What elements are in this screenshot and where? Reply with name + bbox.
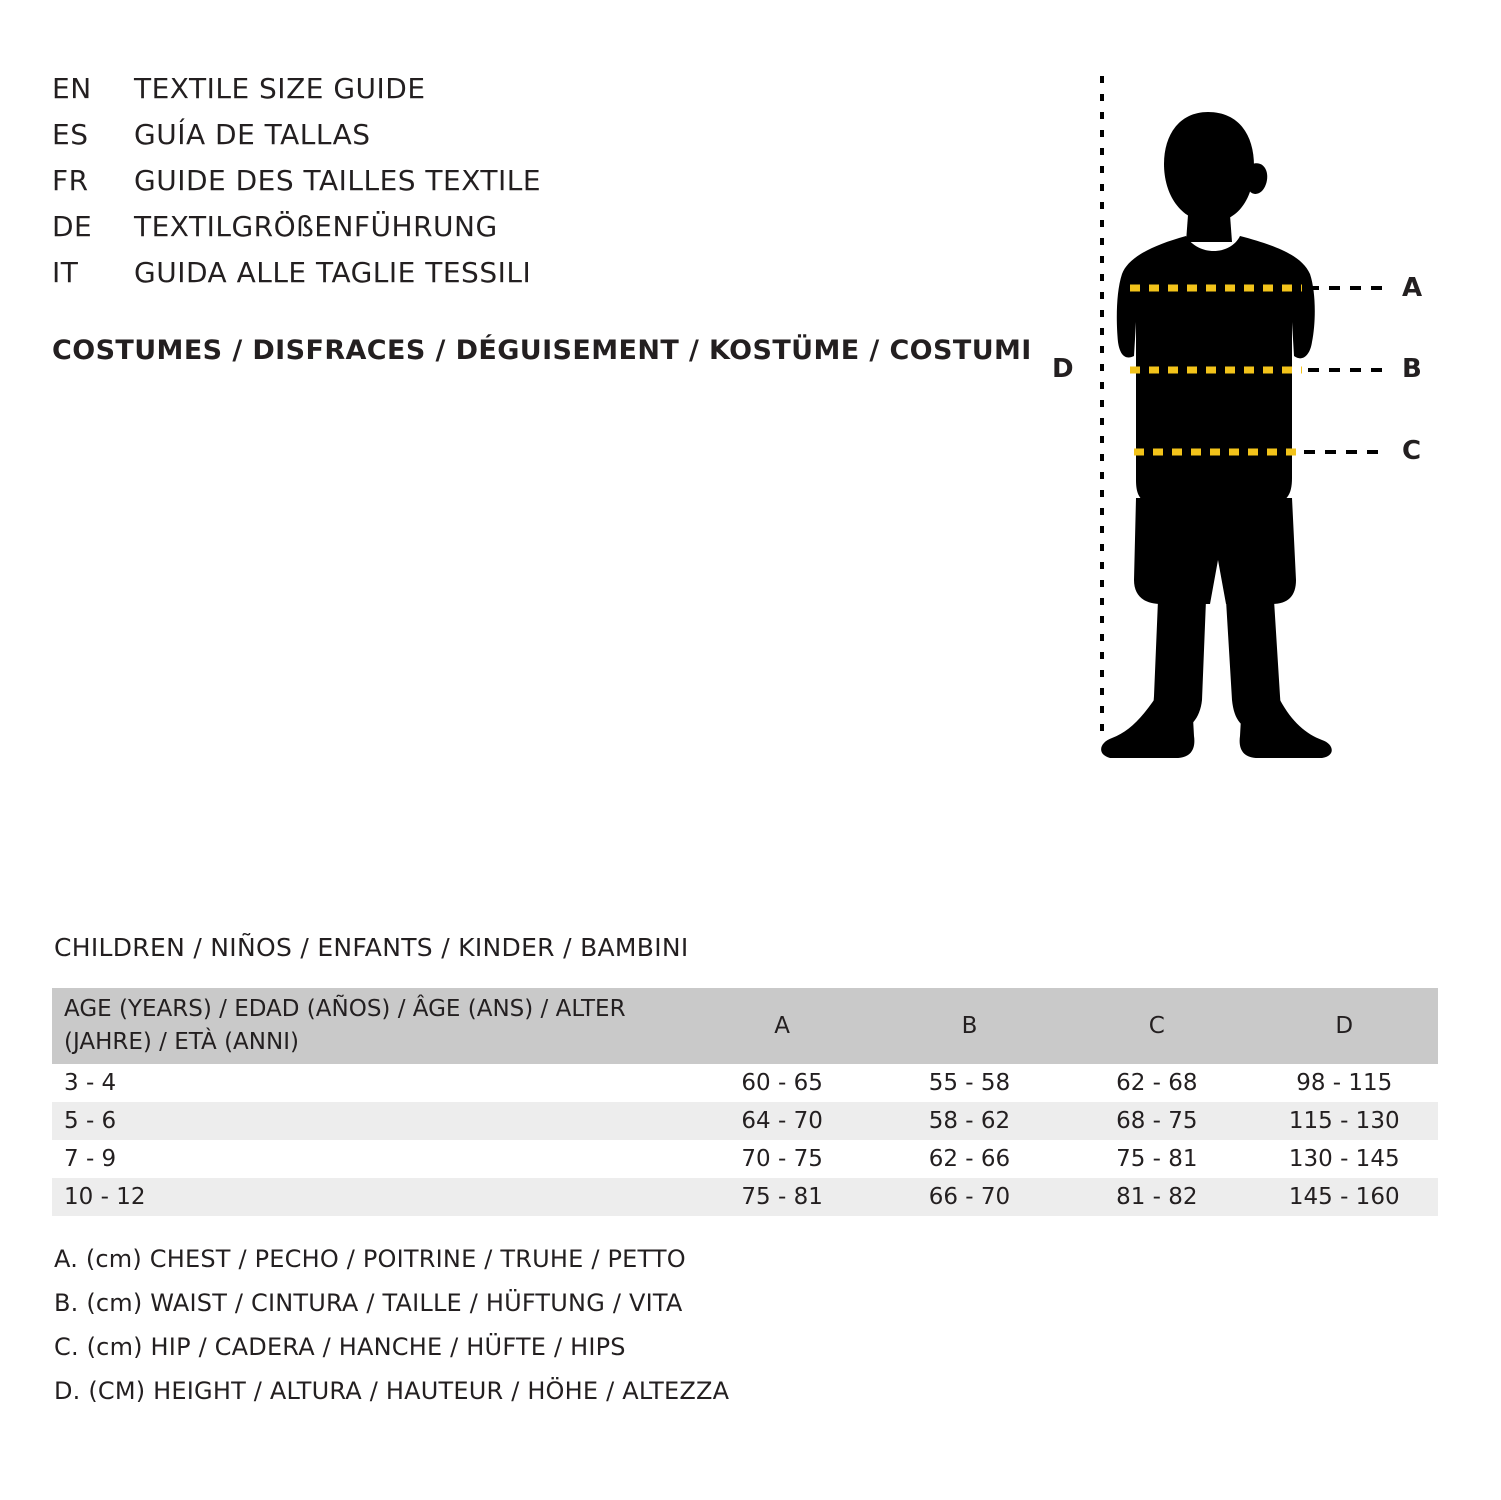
costumes-heading: COSTUMES / DISFRACES / DÉGUISEMENT / KOSTÜME / COSTUMI	[52, 335, 1032, 366]
table-row	[52, 1064, 1438, 1102]
size-table-head	[52, 988, 1438, 1064]
language-row-fr	[52, 164, 1052, 210]
cell-a: 70 - 75	[688, 1140, 875, 1178]
measurement-figure	[1030, 60, 1470, 760]
cell-d: 130 - 145	[1250, 1140, 1438, 1178]
language-code-fr: FR	[52, 164, 89, 197]
cell-a: 75 - 81	[688, 1178, 875, 1216]
cell-c: 81 - 82	[1063, 1178, 1250, 1216]
cell-c: 62 - 68	[1063, 1064, 1250, 1102]
table-row	[52, 1178, 1438, 1216]
figure-label-d: D	[1052, 354, 1074, 384]
size-table-body	[52, 1064, 1438, 1216]
cell-a: 60 - 65	[688, 1064, 875, 1102]
cell-c: 68 - 75	[1063, 1102, 1250, 1140]
language-text-fr: GUIDE DES TAILLES TEXTILE	[134, 164, 542, 197]
legend-item-d: D. (CM) HEIGHT / ALTURA / HAUTEUR / HÖHE / ALTEZZA	[54, 1377, 730, 1405]
language-text-de: TEXTILGRÖßENFÜHRUNG	[134, 210, 498, 243]
figure-label-a: A	[1402, 273, 1423, 303]
children-section-title: CHILDREN / NIÑOS / ENFANTS / KINDER / BAMBINI	[54, 933, 689, 962]
language-text-es: GUÍA DE TALLAS	[134, 118, 371, 151]
cell-b: 55 - 58	[876, 1064, 1063, 1102]
cell-d: 98 - 115	[1250, 1064, 1438, 1102]
table-row	[52, 1140, 1438, 1178]
cell-age: 10 - 12	[52, 1178, 688, 1216]
table-header-row	[52, 988, 1438, 1064]
legend-item-c: C. (cm) HIP / CADERA / HANCHE / HÜFTE / HIPS	[54, 1333, 626, 1361]
language-list	[52, 72, 1052, 302]
cell-age: 7 - 9	[52, 1140, 688, 1178]
cell-b: 62 - 66	[876, 1140, 1063, 1178]
cell-c: 75 - 81	[1063, 1140, 1250, 1178]
language-row-de	[52, 210, 1052, 256]
language-text-it: GUIDA ALLE TAGLIE TESSILI	[134, 256, 532, 289]
size-table	[52, 988, 1438, 1216]
cell-d: 145 - 160	[1250, 1178, 1438, 1216]
table-row	[52, 1102, 1438, 1140]
language-code-en: EN	[52, 72, 92, 105]
figure-label-c: C	[1402, 436, 1422, 466]
column-header-a: A	[688, 988, 875, 1064]
figure-label-b: B	[1402, 354, 1422, 384]
language-text-en: TEXTILE SIZE GUIDE	[134, 72, 426, 105]
language-code-es: ES	[52, 118, 89, 151]
legend-item-a: A. (cm) CHEST / PECHO / POITRINE / TRUHE / PETTO	[54, 1245, 686, 1273]
column-header-d: D	[1250, 988, 1438, 1064]
cell-d: 115 - 130	[1250, 1102, 1438, 1140]
language-row-es	[52, 118, 1052, 164]
column-header-b: B	[876, 988, 1063, 1064]
cell-b: 66 - 70	[876, 1178, 1063, 1216]
language-row-it	[52, 256, 1052, 302]
legend-item-b: B. (cm) WAIST / CINTURA / TAILLE / HÜFTUNG / VITA	[54, 1289, 683, 1317]
language-row-en	[52, 72, 1052, 118]
language-code-it: IT	[52, 256, 79, 289]
child-silhouette-icon	[1030, 60, 1470, 760]
measurement-legend	[54, 1245, 1054, 1421]
cell-age: 5 - 6	[52, 1102, 688, 1140]
cell-a: 64 - 70	[688, 1102, 875, 1140]
column-header-c: C	[1063, 988, 1250, 1064]
cell-b: 58 - 62	[876, 1102, 1063, 1140]
column-header-age: AGE (YEARS) / EDAD (AÑOS) / ÂGE (ANS) / ALTER (JAHRE) / ETÀ (ANNI)	[52, 988, 688, 1064]
silhouette-body	[1101, 112, 1332, 758]
cell-age: 3 - 4	[52, 1064, 688, 1102]
language-code-de: DE	[52, 210, 93, 243]
